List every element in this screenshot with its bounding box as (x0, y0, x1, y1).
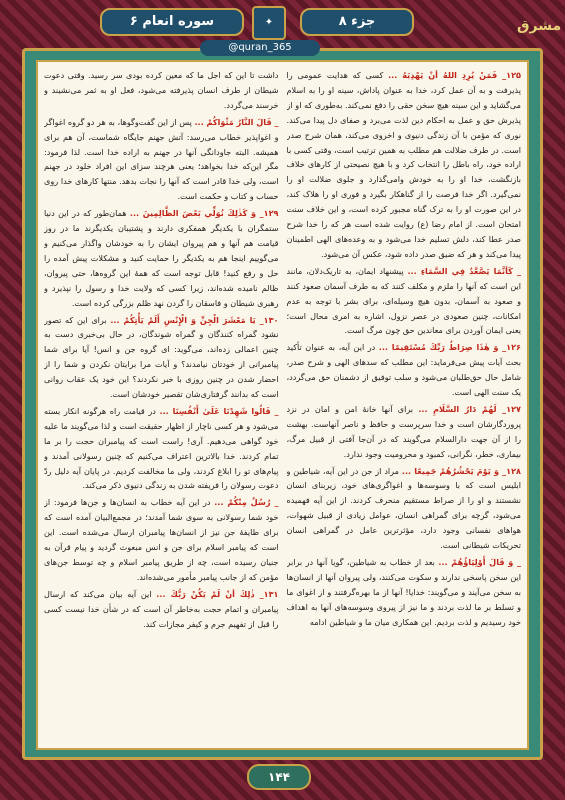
commentary-paragraph (44, 404, 279, 493)
commentary-text: کسی که هدایت عمومی را پذیرفت و به آن عمل کرد، خدا به عنوان پاداش، سینه او را به اسلام می‌گشاید و این سینه هیچ سخن حقی را دفع نمی‌کند. به‌طوری که او از پذیرش حق و عمل به احکام دین لذت می‌برد و صفای دل پیدا می‌کند. نوری که مؤمن با آن زندگی دنیوی و اخروی می‌کند، همان شرح صدر است. در طرف ضلالت هم مطلب به همین ترتیب است، وقتی کسی با اراده خود، راه باطل را انتخاب کرد و با هیچ نصیحتی از کارهای خلاف بازنگشت، خدا او را به خودش وامی‌گذارد و جلوی ضلالت او را نمی‌گیرد. اگر خدا فرصت را از گناهکار بگیرد و فوری او را هلاک کند، در این صورت او را به ترک گناه مجبور کرده است، و این خلاف سنت امتحان است. از امام رضا (ع) روایت شده است هر که را خدا شرح صدر عطا کند، دلش تسلیم خدا می‌شود و به وعده‌های الهی اطمینان پیدا می‌کند و هر که ضیق صدر داده شود، عکس آن می‌شود. (286, 70, 521, 259)
verse-heading: ۱۳۰_ یَا مَعْشَرَ الْجِنِّ وَ الْإِنْسِ أَلَمْ یَأْتِكُمْ ... (110, 314, 279, 325)
verse-heading: _ کَأنَّمَا یَصَّعَّدُ فِي السَّمَاءِ ... (407, 265, 521, 276)
text-columns (44, 68, 521, 708)
commentary-paragraph (287, 340, 522, 400)
commentary-text: در این آیه خطاب به انسان‌ها و جن‌ها فرمود: از خود شما رسولانی به سوی شما آمدند؛ در مجمع‌البیان آمده است که برای طایفهٔ جن نیز از انسان‌ها پیامبران ارسال می‌شده است. این است که پیامبر اسلام برای جن و انس مبعوث گردید و پیام قرآن به جنیان رسیده است، چه از طریق پیامبر اسلام و چه توسط جن‌های مؤمن که از جانب پیامبر مأمور می‌شده‌اند. (44, 497, 279, 582)
commentary-text: همان‌طور که در این دنیا ستمگران با یکدیگر همفکری دارند و پشتیبان یکدیگرند ما در روز قیامت هم آنها و هم پیروان ایشان را به خودشان واگذار می‌کنیم و می‌گوییم اینجا هم به یکدیگر را حمایت کنید و مشکلات پیش آمده را حل و رفع کنید! قابل توجه است که همهٔ این گروه‌ها، حتی پیروان، ظالم نامیده شده‌اند، زیرا کسی که ولایت خدا و رسول را نپذیرد و رهبری شیطان و فاسقان را گردن نهد ظلم بزرگی کرده است. (44, 208, 279, 308)
verse-heading: _ قَالُوا شَهِدْنَا عَلَىٰ أَنْفُسِنَا ... (159, 405, 279, 416)
corner-logo: مشرق (517, 18, 562, 34)
emblem-icon: ✦ (252, 6, 286, 40)
commentary-text: برای آنها خانهٔ امن و امان در نزد پروردگارشان است و خدا سرپرست و حافظ و ناصر آنهاست. بهشت را از آن جهت دارالسلام می‌گویند که در آن‌جا آفتی از قبیل مرگ، بیماری، خطر، نگرانی، کمبود و محرومیت وجود ندارد. (286, 403, 521, 459)
commentary-text: بعد از خطاب به شیاطین، گویا آنها در برابر این سخن پاسخی ندارند و سکوت می‌کنند، ولی پیروان آنها از انسان‌ها به سخن می‌آیند و می‌گویند: خدایا! آنها از ما بهره‌گرفتند و از اغوای ما و تسلط بر ما لذت بردند و ما نیز از پیروی وسوسه‌های آنها به اهداف خود رسیدیم و لذت بردیم. این همکاری میان ما و شیاطین ادامه (286, 557, 521, 627)
commentary-paragraph (44, 115, 279, 204)
commentary-text: در قیامت راه هرگونه انکار بسته می‌شود و هر کسی ناچار از اظهار حقیقت است و لذا می‌گویند ما علیه خود گواهی می‌دهیم. آری! راست است که پیامبران حجت را بر ما تمام کردند. خدا بالاترین اعتراف می‌کنیم که چنین رسولانی آمدند و پیام‌های تو را ابلاغ کردند، ولی ما مخالفت کردیم. در پایان آیه دلیل ردّ دعوت رسولان را فریفته شدن به زندگی دنیوی ذکر می‌کند. (44, 405, 279, 491)
right-column (287, 68, 522, 708)
page-header (60, 6, 505, 36)
verse-heading: ۱۲۵_ فَمَنْ یُرِدِ اللهُ أنْ یَهْدِیَهُ ... (388, 70, 521, 80)
commentary-text: برای این که تصور نشود گمراه کنندگان و گمراه شوندگان، در حال بی‌خبری دست به چنین اعمالی زده‌اند، می‌گوید: ای گروه جن و انس! آیا برای شما پیامبرانی از خودتان نیامدند؟ و آیات مرا برایتان نکردن و شما را از احضار شدن در چنین روزی با خبر نکردند؟ این خود یک عقاب روانی است که بدانند گرفتاری‌شان تقصیر خودشان است. (44, 314, 279, 400)
commentary-text: داشت تا این که اجل ما که معین کرده بودی سر رسید. وقتی دعوت شیطان از طرف انسان پذیرفته می‌شود، فعل او به ثمر می‌نشیند و خرسند می‌گردد. (44, 70, 279, 110)
verse-heading: _ وَ قَالَ أَوْلِیَاؤُهُمْ ... (438, 557, 521, 567)
commentary-paragraph (287, 555, 522, 630)
commentary-paragraph (44, 495, 279, 584)
verse-heading: ۱۳۱_ ذٰلِكَ أنْ لَمْ یَكُنْ رَبُّكَ ... (156, 588, 279, 599)
verse-heading: ۱۲۹_ وَ كَذٰلِكَ نُوَلِّي بَعْضَ الظَّالِمِینَ ... (129, 208, 279, 219)
page-number: ۱۴۴ (247, 764, 311, 790)
channel-handle[interactable]: @quran_365 (200, 40, 320, 56)
commentary-text: مراد از جن در این آیه، شیاطین و ابلیس است که با وسوسه‌ها و اغواگری‌های خود، زیربنای انسان نشستند و او را از صراط مستقیم منحرف کردند. از این آیه فهمیده می‌شود، گرچه برای گمراهی انسان، عوامل زیادی از قبیل شهوات، هواهای نفسانی وجود دارد، مؤثرترین عامل در گمراهی انسان تحریکات شیطانی است. (286, 465, 521, 551)
commentary-text: این آیه بیان می‌کند که ارسال پیامبران و اتمام حجت به‌خاطر آن است که در شأن خدا نیست کسی را قبل از تفهیم جرم و کیفر مجازات کند. (44, 588, 279, 629)
verse-heading: ۱۲۶_ وَ هٰذَا صِرَاطُ رَبِّكَ مُسْتَقِیمًا ... (378, 342, 521, 353)
commentary-paragraph (44, 206, 279, 310)
content-area (36, 60, 529, 750)
commentary-paragraph (287, 464, 522, 553)
commentary-paragraph (44, 313, 279, 402)
commentary-text: پس از این گفت‌وگوها، به هر دو گروه اغواگر و اغواپذیر خطاب می‌رسد: آتش جهنم جایگاه شماست، آن هم برای همیشه. البته جاودانگی آنها در جهنم به اراده خدا است. لذا فرمود: مگر این‌که خدا بخواهد؛ یعنی هرچند سزای این افراد خلود در جهنم است، ولی خدا قادر است که آنها را نجات بدهد. منتها کارهای خدا روی حساب و کتاب و حکمت است. (44, 116, 279, 202)
commentary-paragraph (287, 264, 522, 339)
commentary-paragraph (44, 587, 279, 632)
commentary-paragraph (287, 68, 522, 262)
verse-heading: ۱۲۷_ لَهُمْ دَارُ السَّلَامِ ... (418, 403, 521, 414)
left-column (44, 68, 279, 708)
sura-label: سوره انعام ۶ (100, 8, 244, 36)
commentary-text: در این آیه، به عنوان تأکید بحث آیات پیش می‌فرماید: این مطلب که سدهای الهی و شرح صدر، شامل حال حق‌طلبان می‌شود و سلب توفیق از دشمنان حق می‌گردد، یک سنت الهی است. (286, 342, 521, 398)
verse-heading: ۱۲۸_ وَ یَوْمَ یَحْشُرُهُمْ جَمِیعًا ... (401, 465, 521, 476)
commentary-text: پیشنهاد ایمان، به تاریک‌دلان، مانند این است که آنها را ملزم و مکلف کنند که به طرف آسمان صعود کنند و صعود به آسمان، بدون هیچ وسیله‌ای، برای بشر با توجه به عدم امکانات، چنین صعودی در عصر نزول، اشاره به امری محال است؛ یعنی ایمان آوردن برای معاندین حق چون مرگ است. (286, 265, 521, 336)
commentary-paragraph (44, 68, 279, 113)
verse-heading: _ رُسُلٌ مِنْكُمْ ... (214, 497, 279, 508)
verse-heading: _ قَالَ النَّارُ مَثْوَاكُمْ ... (194, 116, 279, 127)
juz-label: جزء ۸ (300, 8, 414, 36)
commentary-paragraph (287, 402, 522, 462)
